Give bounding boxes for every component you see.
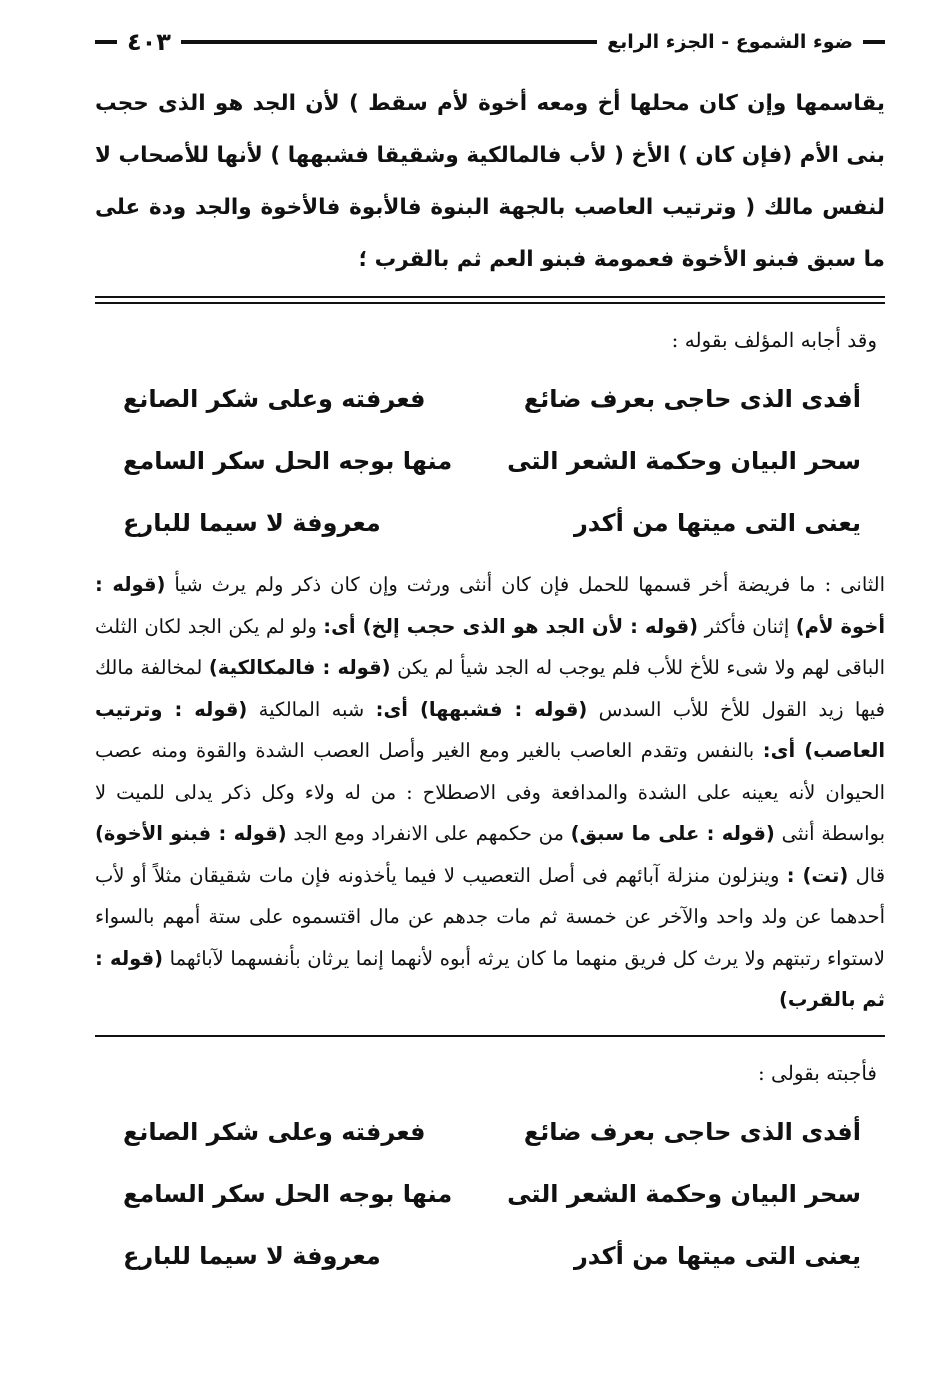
poem-2 bbox=[95, 1101, 885, 1287]
verse-first-hemistich: يعنى التى ميتها من أكدر bbox=[573, 509, 861, 537]
commentary-text: ولو لم يكن الجد لكان الثلث الباقى لهم ولا شىء للأخ للأب فلم يوجب له الجد شيأ لم يكن bbox=[95, 614, 886, 679]
verse-line bbox=[95, 430, 885, 492]
poem-1 bbox=[95, 368, 885, 554]
verse-line bbox=[95, 1163, 885, 1225]
poem-intro-2: فأجبته بقولى : bbox=[757, 1060, 877, 1085]
commentary-text: إثنان فأكثر bbox=[704, 614, 790, 638]
commentary-quote: (قوله : لأن الجد هو الذى حجب إلخ) أى: bbox=[323, 614, 699, 638]
book-page bbox=[95, 22, 885, 1372]
verse-second-hemistich: منها بوجه الحل سكر السامع bbox=[123, 447, 453, 475]
commentary-text: وينزلون منزلة آبائهم فى أصل التعصيب لا فيما يأخذونه فإن مات شقيقان مثلاً أو لأب أحدهما عن ولد واحد والآخر عن خمسة ثم مات جدهم عن مال اقتسموه على ستة أمهم بالسواء لاستواء رتبتهم ولا يرث كل فريق منهما ما كان يرثه أبوه لأنهما إنما يرثان بأنفسهما لآبائهما bbox=[95, 863, 886, 970]
double-divider bbox=[95, 296, 885, 304]
running-header bbox=[95, 22, 885, 62]
verse-second-hemistich: فعرفته وعلى شكر الصانع bbox=[123, 1117, 426, 1146]
verse-line bbox=[95, 492, 885, 554]
commentary-quote: (قوله : فالمكالكية) bbox=[208, 656, 391, 679]
commentary-quote: (تت) : bbox=[786, 863, 849, 887]
commentary-text: بالنفس وتقدم العاصب بالغير ومع الغير وأصل العصب الشدة والقوة ومنه عصب الحيوان لأنه يعينه على الشدة والمدافعة وفى الاصطلاح : من له ولاء وكل ذكر يدلى للميت لا بواسطة أنثى bbox=[95, 739, 886, 845]
verse-first-hemistich: أفدى الذى حاجى بعرف ضائع bbox=[523, 1117, 861, 1146]
main-text-paragraph: يقاسمها وإن كان محلها أخ ومعه أخوة لأم سقط ) لأن الجد هو الذى حجب بنى الأم (فإن كان ) الأخ ( لأب فالمالكية وشقيقا فشبهها ) لأنها للأصحاب لا لنفس مالك ( وترتيب العاصب بالجهة البنوة فالأبوة فالأخوة والجد ودة على ما سبق فبنو الأخوة فعمومة فبنو العم ثم بالقرب ؛ bbox=[95, 91, 885, 272]
page-number: ٤٠٣ bbox=[127, 28, 171, 56]
poem-intro-1: وقد أجابه المؤلف بقوله : bbox=[671, 328, 877, 352]
main-text-block bbox=[95, 78, 885, 286]
commentary-quote: (قوله : وترتيب العاصب) أى: bbox=[95, 697, 886, 762]
verse-second-hemistich: منها بوجه الحل سكر السامع bbox=[123, 1179, 453, 1208]
commentary-quote: (قوله : فشبهها) أى: bbox=[375, 697, 588, 721]
commentary-quote: (قوله : فبنو الأخوة) bbox=[95, 822, 287, 845]
verse-first-hemistich: أفدى الذى حاجى بعرف ضائع bbox=[523, 385, 861, 413]
verse-second-hemistich: فعرفته وعلى شكر الصانع bbox=[123, 385, 426, 413]
commentary-quote: (قوله : على ما سبق) bbox=[570, 822, 775, 845]
commentary-quote: (قوله : ثم بالقرب) bbox=[95, 946, 885, 1011]
commentary-block bbox=[95, 564, 885, 1021]
verse-line bbox=[95, 368, 885, 430]
verse-second-hemistich: معروفة لا سيما للبارع bbox=[123, 1241, 381, 1270]
verse-first-hemistich: يعنى التى ميتها من أكدر bbox=[573, 1241, 861, 1270]
header-dash-end bbox=[95, 40, 117, 44]
header-title: ضوء الشموع - الجزء الرابع bbox=[607, 31, 853, 53]
commentary-text: شبه المالكية bbox=[258, 697, 365, 721]
commentary-quote: (قوله : أخوة لأم) bbox=[95, 573, 886, 638]
commentary-paragraph bbox=[95, 564, 885, 1021]
commentary-text: الثانى : ما فريضة أخر قسمها للحمل فإن كان أنثى ورثت وإن كان ذكر ولم يرث شيأ bbox=[174, 573, 886, 596]
header-dash bbox=[863, 40, 885, 44]
verse-second-hemistich: معروفة لا سيما للبارع bbox=[123, 509, 381, 537]
header-rule bbox=[181, 40, 597, 44]
commentary-text: من حكمهم على الانفراد ومع الجد bbox=[293, 822, 564, 845]
verse-first-hemistich: سحر البيان وحكمة الشعر التى bbox=[507, 447, 861, 475]
verse-first-hemistich: سحر البيان وحكمة الشعر التى bbox=[507, 1179, 861, 1208]
commentary-text: قال bbox=[855, 863, 886, 887]
verse-line bbox=[95, 1101, 885, 1163]
single-divider bbox=[95, 1035, 885, 1037]
commentary-text: لمخالفة مالك فيها زيد القول للأخ للأب السدس bbox=[95, 656, 885, 721]
verse-line bbox=[95, 1225, 885, 1287]
